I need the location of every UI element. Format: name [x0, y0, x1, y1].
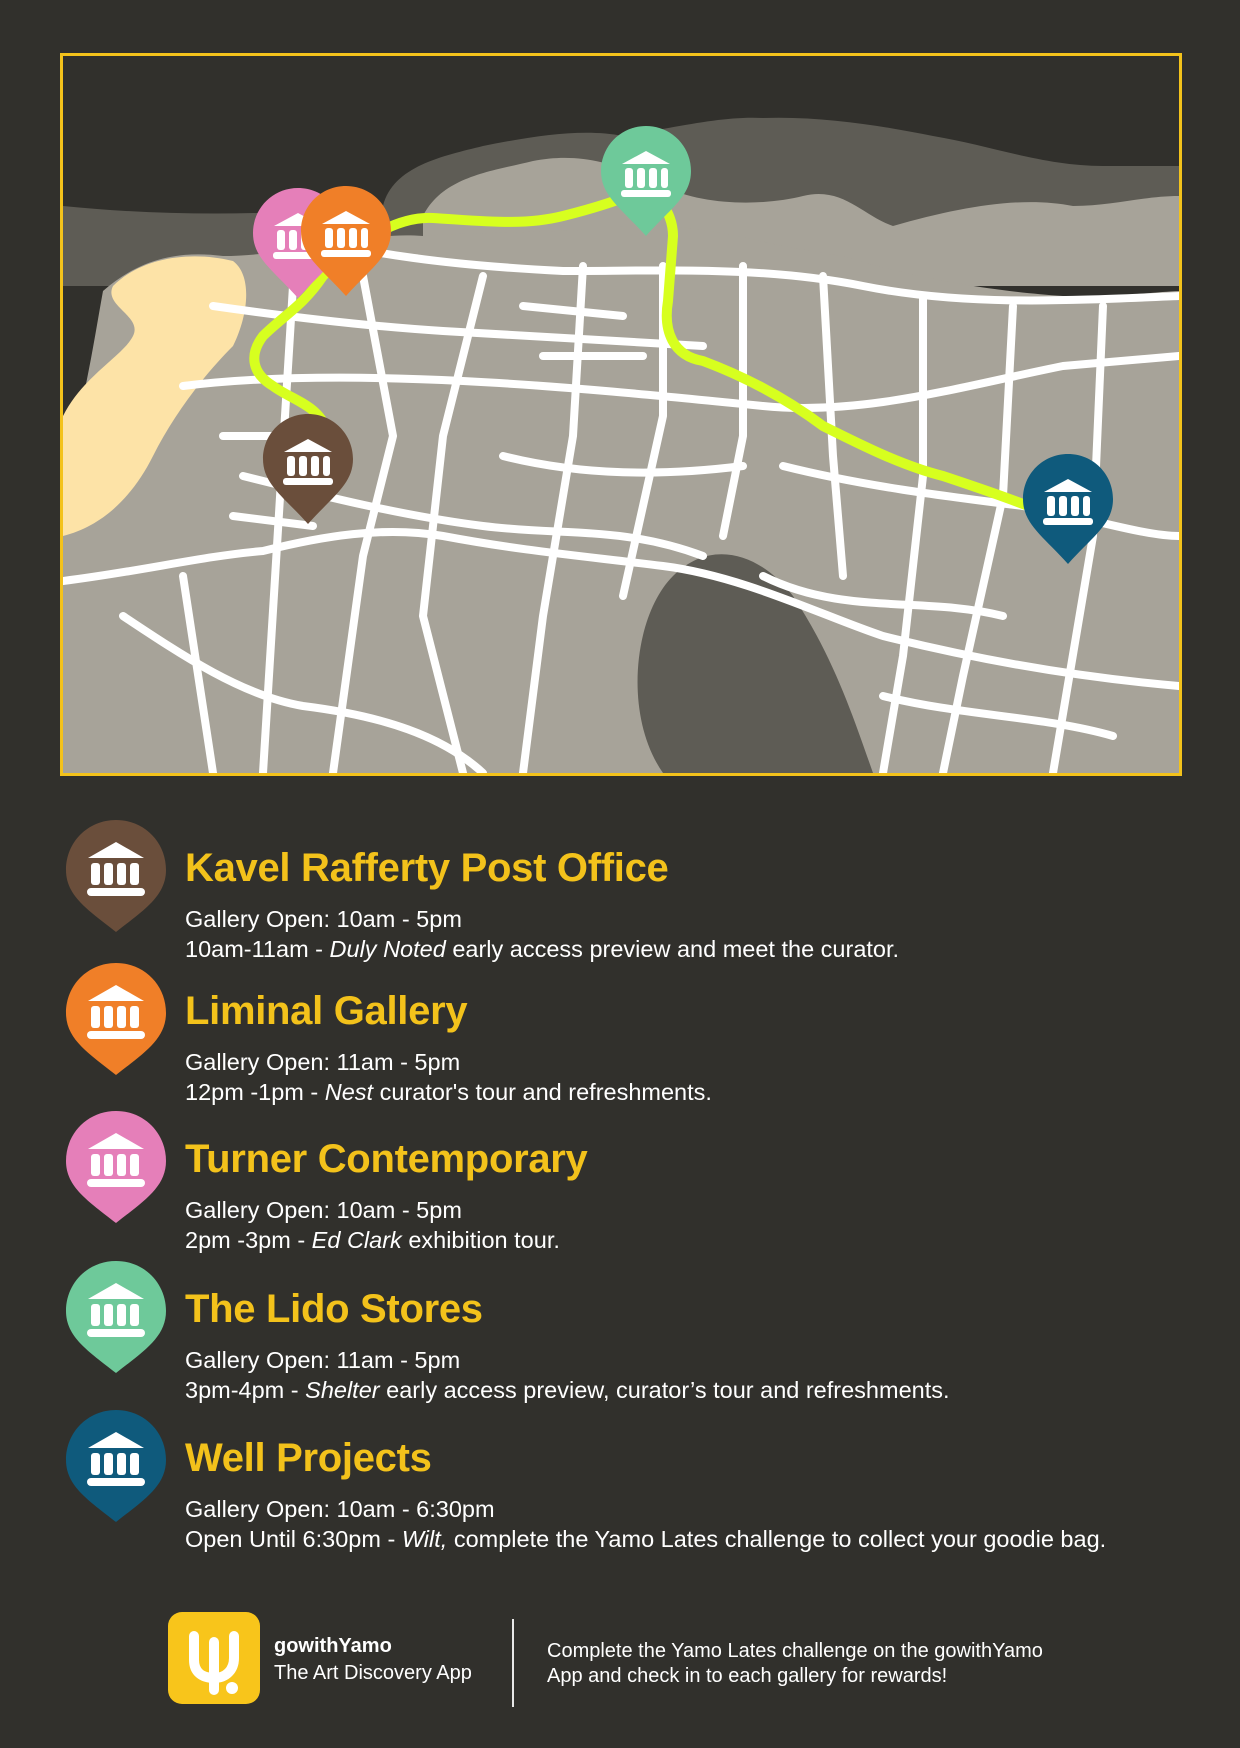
location-pin-icon: [64, 1408, 168, 1522]
gallery-name: Kavel Rafferty Post Office: [185, 846, 669, 890]
gallery-hours: Gallery Open: 10am - 6:30pm: [185, 1496, 495, 1522]
app-name: gowithYamo: [274, 1635, 392, 1657]
route-map: [60, 53, 1182, 776]
location-pin-icon: [64, 1259, 168, 1373]
gallery-item-kavel: [64, 818, 1194, 962]
footer-message-line: Complete the Yamo Lates challenge on the gowithYamo: [547, 1640, 1043, 1662]
gallery-hours: Gallery Open: 10am - 5pm: [185, 1197, 462, 1223]
footer-divider: [512, 1619, 514, 1707]
gallery-hours: Gallery Open: 11am - 5pm: [185, 1347, 461, 1373]
gallery-name: Well Projects: [185, 1436, 432, 1480]
location-pin-icon: [64, 1109, 168, 1223]
gallery-item-lido: [64, 1259, 1194, 1403]
gallery-item-turner: [64, 1109, 1194, 1253]
gallery-event: 2pm -3pm - Ed Clark exhibition tour.: [185, 1227, 560, 1253]
gallery-event: 3pm-4pm - Shelter early access preview, curator’s tour and refreshments.: [185, 1377, 950, 1403]
gallery-name: Liminal Gallery: [185, 989, 468, 1033]
gallery-event: Open Until 6:30pm - Wilt, complete the Yamo Lates challenge to collect your goodie bag.: [185, 1526, 1107, 1552]
footer: [0, 1600, 1240, 1720]
gallery-hours: Gallery Open: 11am - 5pm: [185, 1049, 461, 1075]
map-illustration: [63, 56, 1179, 773]
gallery-item-liminal: [64, 961, 1194, 1105]
gallery-event: 10am-11am - Duly Noted early access preview and meet the curator.: [185, 936, 900, 962]
gallery-name: Turner Contemporary: [185, 1137, 588, 1181]
app-tagline: The Art Discovery App: [274, 1662, 472, 1684]
location-pin-icon: [64, 818, 168, 932]
gallery-hours: Gallery Open: 10am - 5pm: [185, 906, 462, 932]
footer-message-line: App and check in to each gallery for rewards!: [547, 1665, 948, 1687]
gallery-event: 12pm -1pm - Nest curator's tour and refreshments.: [185, 1079, 712, 1105]
location-pin-icon: [64, 961, 168, 1075]
gallery-item-well: [64, 1408, 1194, 1552]
gallery-name: The Lido Stores: [185, 1287, 483, 1331]
yamo-logo-icon: [168, 1612, 260, 1704]
